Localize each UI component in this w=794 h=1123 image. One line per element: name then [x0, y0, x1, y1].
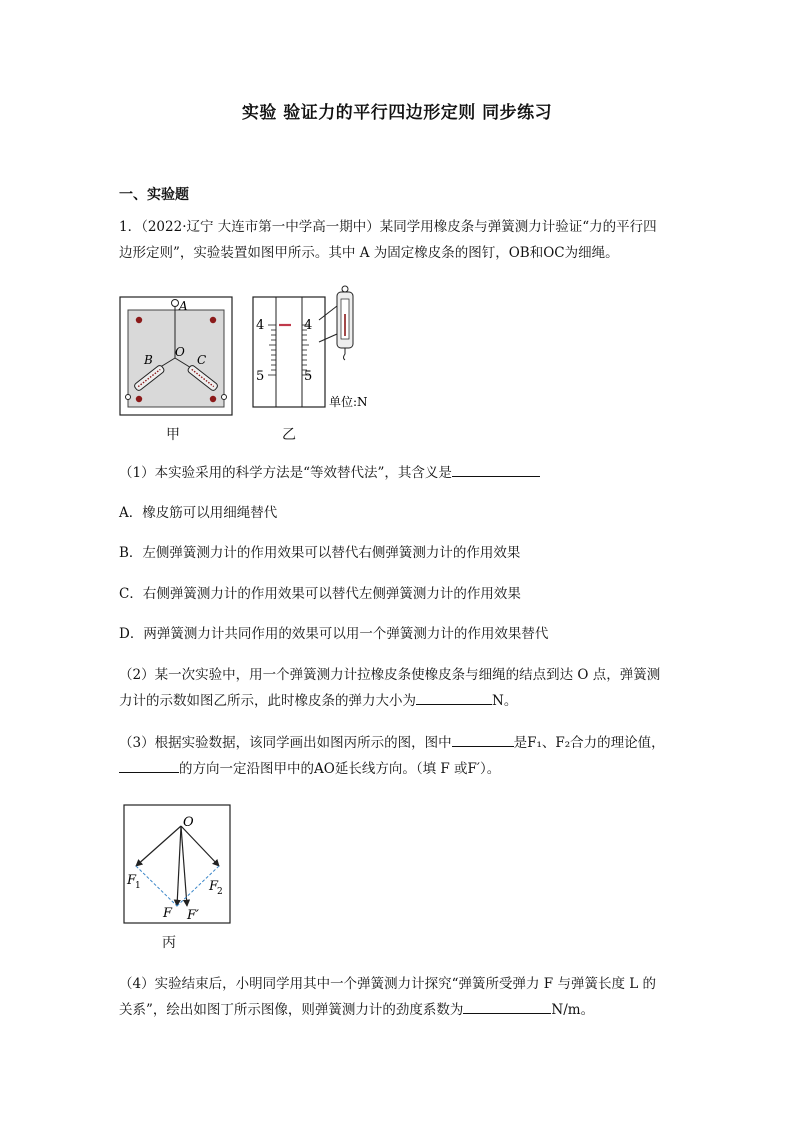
tick-4-left: 4: [256, 318, 265, 333]
label-f1: F: [127, 873, 137, 888]
tick-5-right: 5: [304, 369, 313, 384]
section-heading: 一、实验题: [119, 187, 189, 203]
subquestion-3: [119, 730, 679, 782]
option-c: C．右侧弹簧测力计的作用效果可以替代左侧弹簧测力计的作用效果: [119, 586, 521, 602]
subquestion-4-line-2: 关系”，绘出如图丁所示图像，则弹簧测力计的劲度系数为 N/m。: [119, 997, 679, 1023]
answer-blank-2[interactable]: [416, 690, 492, 705]
subquestion-2-line-2: 力计的示数如图乙所示，此时橡皮条的弹力大小为 N。: [119, 688, 679, 714]
label-f2: F: [209, 879, 219, 894]
page-title: 实验 验证力的平行四边形定则 同步练习: [241, 103, 553, 123]
answer-blank-1[interactable]: [452, 462, 540, 477]
figure-jia: [119, 296, 233, 416]
subquestion-1: [119, 460, 679, 486]
unit-label: 单位:N: [329, 395, 368, 409]
option-d: D．两弹簧测力计共同作用的效果可以用一个弹簧测力计的作用效果替代: [119, 626, 549, 642]
label-b: B: [144, 353, 153, 367]
label-o: O: [183, 815, 194, 830]
answer-blank-3a[interactable]: [452, 732, 514, 747]
subquestion-3-line-2: 的方向一定沿图甲中的AO延长线方向。（填 F 或F′）。: [119, 756, 679, 782]
pin-br: [210, 396, 216, 402]
tick-4-right: 4: [304, 318, 313, 333]
caption-jia: 甲: [166, 427, 180, 443]
option-a: A．橡皮筋可以用细绳替代: [119, 505, 278, 521]
subquestion-4-line-1: （4）实验结束后，小明同学用其中一个弹簧测力计探究“弹簧所受弹力 F 与弹簧长度 L 的: [119, 976, 656, 992]
label-f: F: [163, 906, 173, 921]
pin-tl: [136, 317, 142, 323]
label-a: A: [179, 299, 188, 313]
tick-5-left: 5: [256, 369, 265, 384]
pin-bl: [136, 396, 142, 402]
answer-blank-4[interactable]: [463, 999, 551, 1014]
question-1-line-1: 1．（2022·辽宁 大连市第一中学高一期中）某同学用橡皮条与弹簧测力计验证“力的平行四: [119, 219, 657, 235]
spring-scale-icon: [337, 286, 353, 360]
question-1-stem: [119, 214, 679, 266]
subquestion-4: [119, 971, 679, 1023]
subquestion-1-text: （1）本实验采用的科学方法是“等效替代法”，其含义是: [119, 465, 452, 481]
question-1-line-2: 边形定则”，实验装置如图甲所示。其中 A 为固定橡皮条的图钉，OB和OC为细绳。: [119, 245, 619, 261]
label-c: C: [197, 353, 207, 367]
label-f2-sub: 2: [217, 887, 223, 897]
label-f-prime: F′: [187, 908, 199, 923]
pin-a: [172, 300, 179, 307]
subquestion-3-line-1: （3）根据实验数据，该同学画出如图丙所示的图，图中 是F₁、F₂合力的理论值，: [119, 730, 679, 756]
caption-bing: 丙: [162, 935, 176, 951]
subquestion-2: [119, 662, 679, 714]
caption-yi: 乙: [282, 427, 296, 443]
pin-tr: [210, 317, 216, 323]
figure-bing: [123, 804, 231, 924]
figure-yi: [252, 284, 382, 414]
option-b: B．左侧弹簧测力计的作用效果可以替代右侧弹簧测力计的作用效果: [119, 545, 521, 561]
label-o: O: [175, 345, 185, 359]
label-f1-sub: 1: [135, 881, 141, 891]
subquestion-2-line-1: （2）某一次实验中，用一个弹簧测力计拉橡皮条使橡皮条与细绳的结点到达 O 点，弹簧测: [119, 667, 661, 683]
answer-blank-3b[interactable]: [119, 758, 179, 773]
